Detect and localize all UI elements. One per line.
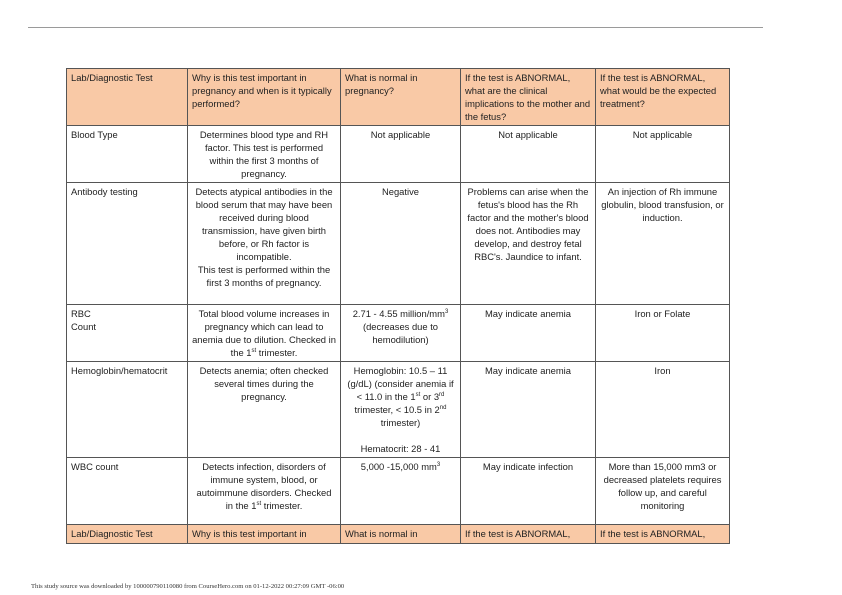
text-run: 5,000 -15,000 mm xyxy=(360,461,437,472)
test-why xyxy=(188,458,341,525)
text-run: 2.71 - 4.55 million/mm xyxy=(352,308,445,319)
header-why: Why is this test important in xyxy=(188,525,341,544)
table-header-row-repeat xyxy=(67,525,730,544)
table-row xyxy=(67,362,730,458)
header-treatment: If the test is ABNORMAL, xyxy=(596,525,730,544)
test-normal: Negative xyxy=(341,183,461,305)
table-row xyxy=(67,183,730,305)
header-treatment: If the test is ABNORMAL, what would be the expected treatment? xyxy=(596,69,730,126)
test-why xyxy=(188,305,341,362)
test-treatment: More than 15,000 mm3 or decreased platelets requires follow up, and careful monitoring xyxy=(596,458,730,525)
text-run: trimester, < 10.5 in 2 xyxy=(354,404,440,415)
text-run: trimester. xyxy=(256,347,298,358)
test-treatment: An injection of Rh immune globulin, blood transfusion, or induction. xyxy=(596,183,730,305)
test-why: Determines blood type and RH factor. This test is performed within the first 3 months of pregnancy. xyxy=(188,126,341,183)
header-test: Lab/Diagnostic Test xyxy=(67,525,188,544)
top-divider xyxy=(28,27,763,28)
test-why-part: This test is performed within the first 3 months of pregnancy. xyxy=(197,264,331,288)
text-run: Total blood volume increases in pregnancy which can lead to anemia due to dilution. Checked in the 1 xyxy=(192,308,336,358)
test-name: WBC count xyxy=(67,458,188,525)
superscript: st xyxy=(251,347,257,354)
text-run: trimester. xyxy=(261,500,303,511)
superscript: st xyxy=(256,500,262,507)
text-run: Detects infection, disorders of immune system, blood, or autoimmune disorders. Checked in the 1 xyxy=(196,461,332,511)
download-footer: This study source was downloaded by 100000790110080 from CourseHero.com on 01-12-2022 00:27:09 GMT -06:00 xyxy=(31,583,345,590)
test-normal xyxy=(341,458,461,525)
text-run: trimester) xyxy=(380,417,421,428)
test-implications: May indicate anemia xyxy=(461,305,596,362)
normal-hemoglobin xyxy=(345,364,456,429)
test-treatment: Not applicable xyxy=(596,126,730,183)
normal-note: (decreases due to hemodilution) xyxy=(362,321,439,345)
header-test: Lab/Diagnostic Test xyxy=(67,69,188,126)
test-name xyxy=(67,305,188,362)
test-why: Detects anemia; often checked several times during the pregnancy. xyxy=(188,362,341,458)
superscript: 3 xyxy=(444,308,449,315)
test-why-part: Detects atypical antibodies in the blood serum that may have been received during blood transmission, have given birth before, or Rh factor is incompatible. xyxy=(195,186,333,262)
test-normal xyxy=(341,362,461,458)
table-row xyxy=(67,126,730,183)
test-implications: Not applicable xyxy=(461,126,596,183)
superscript: rd xyxy=(439,391,445,398)
header-implications: If the test is ABNORMAL, what are the clinical implications to the mother and the fetus? xyxy=(461,69,596,126)
header-normal: What is normal in pregnancy? xyxy=(341,69,461,126)
table-row xyxy=(67,305,730,362)
test-treatment: Iron or Folate xyxy=(596,305,730,362)
superscript: st xyxy=(415,391,421,398)
text-run: Hemoglobin: 10.5 – 11 (g/dL) (consider anemia if < 11.0 in the 1 xyxy=(347,365,454,402)
test-name-line: Count xyxy=(71,321,97,332)
superscript: nd xyxy=(439,404,447,411)
header-implications: If the test is ABNORMAL, xyxy=(461,525,596,544)
test-normal: Not applicable xyxy=(341,126,461,183)
normal-hematocrit: Hematocrit: 28 - 41 xyxy=(360,443,441,454)
test-normal xyxy=(341,305,461,362)
table-row xyxy=(67,458,730,525)
test-implications: May indicate anemia xyxy=(461,362,596,458)
test-name-line: RBC xyxy=(71,308,91,319)
test-why xyxy=(188,183,341,305)
lab-tests-table xyxy=(66,68,730,544)
test-name: Blood Type xyxy=(67,126,188,183)
test-name: Hemoglobin/hematocrit xyxy=(67,362,188,458)
test-implications: May indicate infection xyxy=(461,458,596,525)
normal-range xyxy=(345,307,456,320)
header-why: Why is this test important in pregnancy and when is it typically performed? xyxy=(188,69,341,126)
test-name: Antibody testing xyxy=(67,183,188,305)
header-normal: What is normal in xyxy=(341,525,461,544)
table-header-row xyxy=(67,69,730,126)
test-implications: Problems can arise when the fetus's blood has the Rh factor and the mother's blood does not. Antibodies may develop, and destroy fetal RBC's. Jaundice to infant. xyxy=(461,183,596,305)
text-run: or 3 xyxy=(420,391,440,402)
superscript: 3 xyxy=(436,461,441,468)
test-treatment: Iron xyxy=(596,362,730,458)
